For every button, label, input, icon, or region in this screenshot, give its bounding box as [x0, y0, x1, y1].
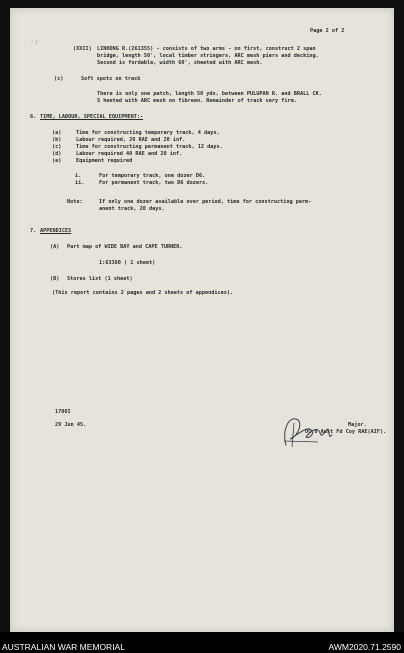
signoff-unit: OC 8 Aust Fd Coy RAE(AIF). [305, 429, 387, 435]
footer-accession-number: AWM2020.71.2590 [328, 642, 401, 652]
section-6-c-text: Time for constructing permanent track, 12 days. [76, 144, 223, 150]
section-6-note-label: Note: [67, 199, 83, 205]
signoff-rank: Major. [348, 422, 367, 428]
section-6-sub-i-text: For temporary track, one dozer D6. [99, 173, 206, 179]
footer-institution: AUSTRALIAN WAR MEMORIAL [2, 642, 125, 652]
appendix-a-scale: 1:63360 ( 1 sheet) [99, 260, 156, 266]
handwritten-signature [278, 411, 338, 451]
item-c-heading: Soft spots on track [81, 76, 141, 82]
signoff-date: 29 Jun 45. [55, 422, 87, 428]
item-xxii-label: (XXII) [73, 46, 92, 52]
section-7-number: 7. [30, 228, 37, 234]
section-6-b-label: (b) [52, 137, 62, 143]
section-7-heading: APPENDICES [40, 228, 72, 234]
section-6-d-label: (d) [52, 151, 62, 157]
signoff-time: 1700I [55, 409, 71, 415]
section-6-e-text: Equipment required [76, 158, 133, 164]
page-number: Page 2 of 2 [310, 28, 345, 34]
item-c-line-1: There is only one patch, length 50 yds, between PULUPAN R. and BRALL CK. [97, 91, 322, 97]
archive-footer [0, 632, 404, 653]
appendix-a-text: Part map of WIDE BAY and CAPE TURNER. [67, 244, 183, 250]
section-6-b-text: Labour required, 20 RAE and 20 inf. [76, 137, 186, 143]
section-6-a-label: (a) [52, 130, 62, 136]
section-6-sub-ii-label: ii. [75, 180, 85, 186]
appendix-b-label: (B) [50, 276, 60, 282]
section-6-sub-ii-text: For permanent track, two D6 dozers. [99, 180, 209, 186]
appendix-b-text: Stores list (1 sheet) [67, 276, 133, 282]
section-6-note-line-1: If only one dozer available over period, time for constructing perm- [99, 199, 312, 205]
appendix-a-label: (A) [50, 244, 60, 250]
item-c-line-2: S heeted with ARC mesh on fibreen. Remainder of track very firm. [97, 98, 297, 104]
section-6-d-text: Labour required 40 RAE and 20 inf. [76, 151, 183, 157]
section-6-e-label: (e) [52, 158, 62, 164]
section-6-c-label: (c) [52, 144, 62, 150]
item-xxii-line-2: bridge, length 50', local timber stringers, ARC mesh piers and decking. [97, 53, 319, 59]
section-6-note-line-2: anent track, 20 days. [99, 206, 165, 212]
section-6-heading: TIME, LABOUR, SPECIAL EQUIPMENT:- [40, 114, 144, 120]
section-6-a-text: Time for constructing temporary track, 4 days. [76, 130, 220, 136]
document-page [10, 8, 394, 632]
typed-report [10, 8, 394, 632]
section-6-sub-i-label: i. [75, 173, 82, 179]
punch-mark: ·: [30, 38, 39, 46]
closing-statement: (This report contains 2 pages and 2 sheets of appendices). [52, 290, 234, 296]
item-xxii-line-3: Second is fordable, width 60', sheeted with ARC mesh. [97, 60, 263, 66]
item-c-label: (c) [54, 76, 64, 82]
section-6-number: 6. [30, 114, 37, 120]
item-xxii-line-1: LINHONG R.(261355) - consists of two arms - on first, construct 2 span [97, 46, 316, 52]
